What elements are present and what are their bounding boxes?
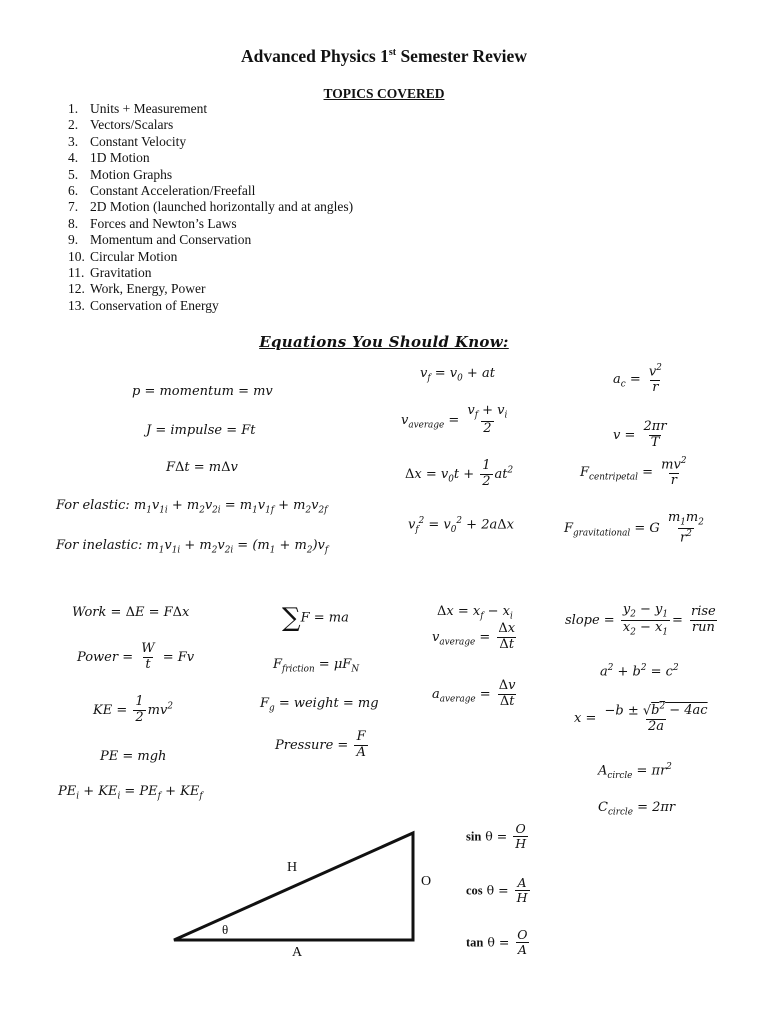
right-triangle-diagram <box>170 828 420 948</box>
impulse-momentum-equation: FΔt = mΔv <box>166 460 238 475</box>
list-item: 3. Constant Velocity <box>68 133 187 149</box>
pythagorean-equation: $a^2 + b^2 = c^2$ <box>600 663 679 680</box>
list-item: 12. Work, Energy, Power <box>68 281 206 297</box>
displacement-difference-equation: $\Delta x = x_f - x_i$ <box>437 604 513 622</box>
momentum-equation: p = momentum = mv <box>132 384 273 399</box>
average-acceleration-equation: $a_{average}$ = $\frac{\Delta v}{\Delta t}$ <box>432 678 516 709</box>
centripetal-acceleration-equation: $a_c$ = $\frac{v^2}{r}$ <box>613 363 662 396</box>
adjacent-label: A <box>292 945 303 960</box>
equations-heading: Equations You Should Know: <box>259 333 509 351</box>
circular-velocity-equation: v = $\frac{2\pi r}{T}$ <box>613 419 667 450</box>
list-item: 8. Forces and Newton’s Laws <box>68 215 237 231</box>
list-item: 5. Motion Graphs <box>68 166 173 182</box>
centripetal-force-equation: $F_{centripetal}$ = $\frac{mv^2}{r}$ <box>580 456 687 489</box>
hypotenuse-label: H <box>287 860 298 875</box>
topics-heading: TOPICS COVERED <box>323 86 445 101</box>
circumference-equation: $C_{circle} = 2\pi r$ <box>598 800 676 818</box>
angle-label: θ <box>222 922 229 937</box>
page-title: Advanced Physics 1st Semester Review <box>241 46 527 66</box>
topics-list <box>68 101 353 314</box>
inelastic-collision-equation: For inelastic: $m_1v_{1i} + m_2v_{2i} = (m_1 + m_2)v_f$ <box>56 538 329 556</box>
displacement-equation: $\Delta x = v_0t$ + $\frac{1}{2}$ $at^2$ <box>405 458 514 489</box>
energy-conservation-equation: $PE_i + KE_i = PE_f + KE_f$ <box>58 784 203 802</box>
power-equation: Power = $\frac{W}{t}$ = Fv <box>77 641 195 672</box>
potential-energy-equation: PE = mgh <box>100 749 167 764</box>
weight-equation: $F_g$ = weight = mg <box>260 696 379 714</box>
velocity-squared-equation: $v_f^2 = v_0^2 + 2a\Delta x$ <box>408 516 514 535</box>
work-equation: Work = ΔE = FΔx <box>72 605 190 620</box>
cosine-equation: cos θ = $\frac{A}{H}$ <box>466 875 528 906</box>
list-item: 6. Constant Acceleration/Freefall <box>68 183 256 199</box>
velocity-final-equation: $v_f = v_0$ + at <box>420 366 495 384</box>
pressure-equation: Pressure = $\frac{F}{A}$ <box>275 729 366 760</box>
list-item: 11. Gravitation <box>68 265 152 281</box>
tangent-equation: tan θ = $\frac{O}{A}$ <box>466 927 528 958</box>
gravitational-force-equation: $F_{gravitational} = G$ $\frac{m_1m_2}{r^2}$ <box>564 510 704 546</box>
list-item: 13. Conservation of Energy <box>68 297 219 313</box>
slope-equation: slope = $\frac{y_2 - y_1}{x_2 - x_1}$ = $\frac{\text{rise}}{\text{run}}$ <box>565 602 716 638</box>
sine-equation: sin θ = $\frac{O}{H}$ <box>466 821 527 852</box>
circle-area-equation: $A_{circle} = \pi r^2$ <box>598 762 672 781</box>
kinetic-energy-equation: KE = $\frac{1}{2}$ $mv^2$ <box>93 694 173 725</box>
list-item: 10. Circular Motion <box>68 248 178 264</box>
list-item: 4. 1D Motion <box>68 150 150 166</box>
newtons-second-law-equation: ∑F = ma <box>282 603 349 633</box>
list-item: 9. Momentum and Conservation <box>68 232 252 248</box>
friction-force-equation: $F_{friction} = \mu F_N$ <box>273 657 360 675</box>
list-item: 1. Units + Measurement <box>68 101 208 116</box>
quadratic-formula: x = $\frac{-b \pm √b^2 - 4ac}{2a}$ <box>574 702 708 735</box>
average-velocity-equation: $v_{average}$ = $\frac{v_f + v_i}{2}$ <box>401 403 508 436</box>
list-item: 7. 2D Motion (launched horizontally and at angles) <box>68 199 354 215</box>
average-velocity-delta-equation: $v_{average}$ = $\frac{\Delta x}{\Delta t}$ <box>432 621 516 652</box>
list-item: 2. Vectors/Scalars <box>68 117 174 133</box>
impulse-equation: J = impulse = Ft <box>146 423 256 438</box>
elastic-collision-equation: For elastic: $m_1v_{1i} + m_2v_{2i} = m_1v_{1f} + m_2v_{2f}$ <box>56 498 328 516</box>
opposite-label: O <box>421 874 432 889</box>
